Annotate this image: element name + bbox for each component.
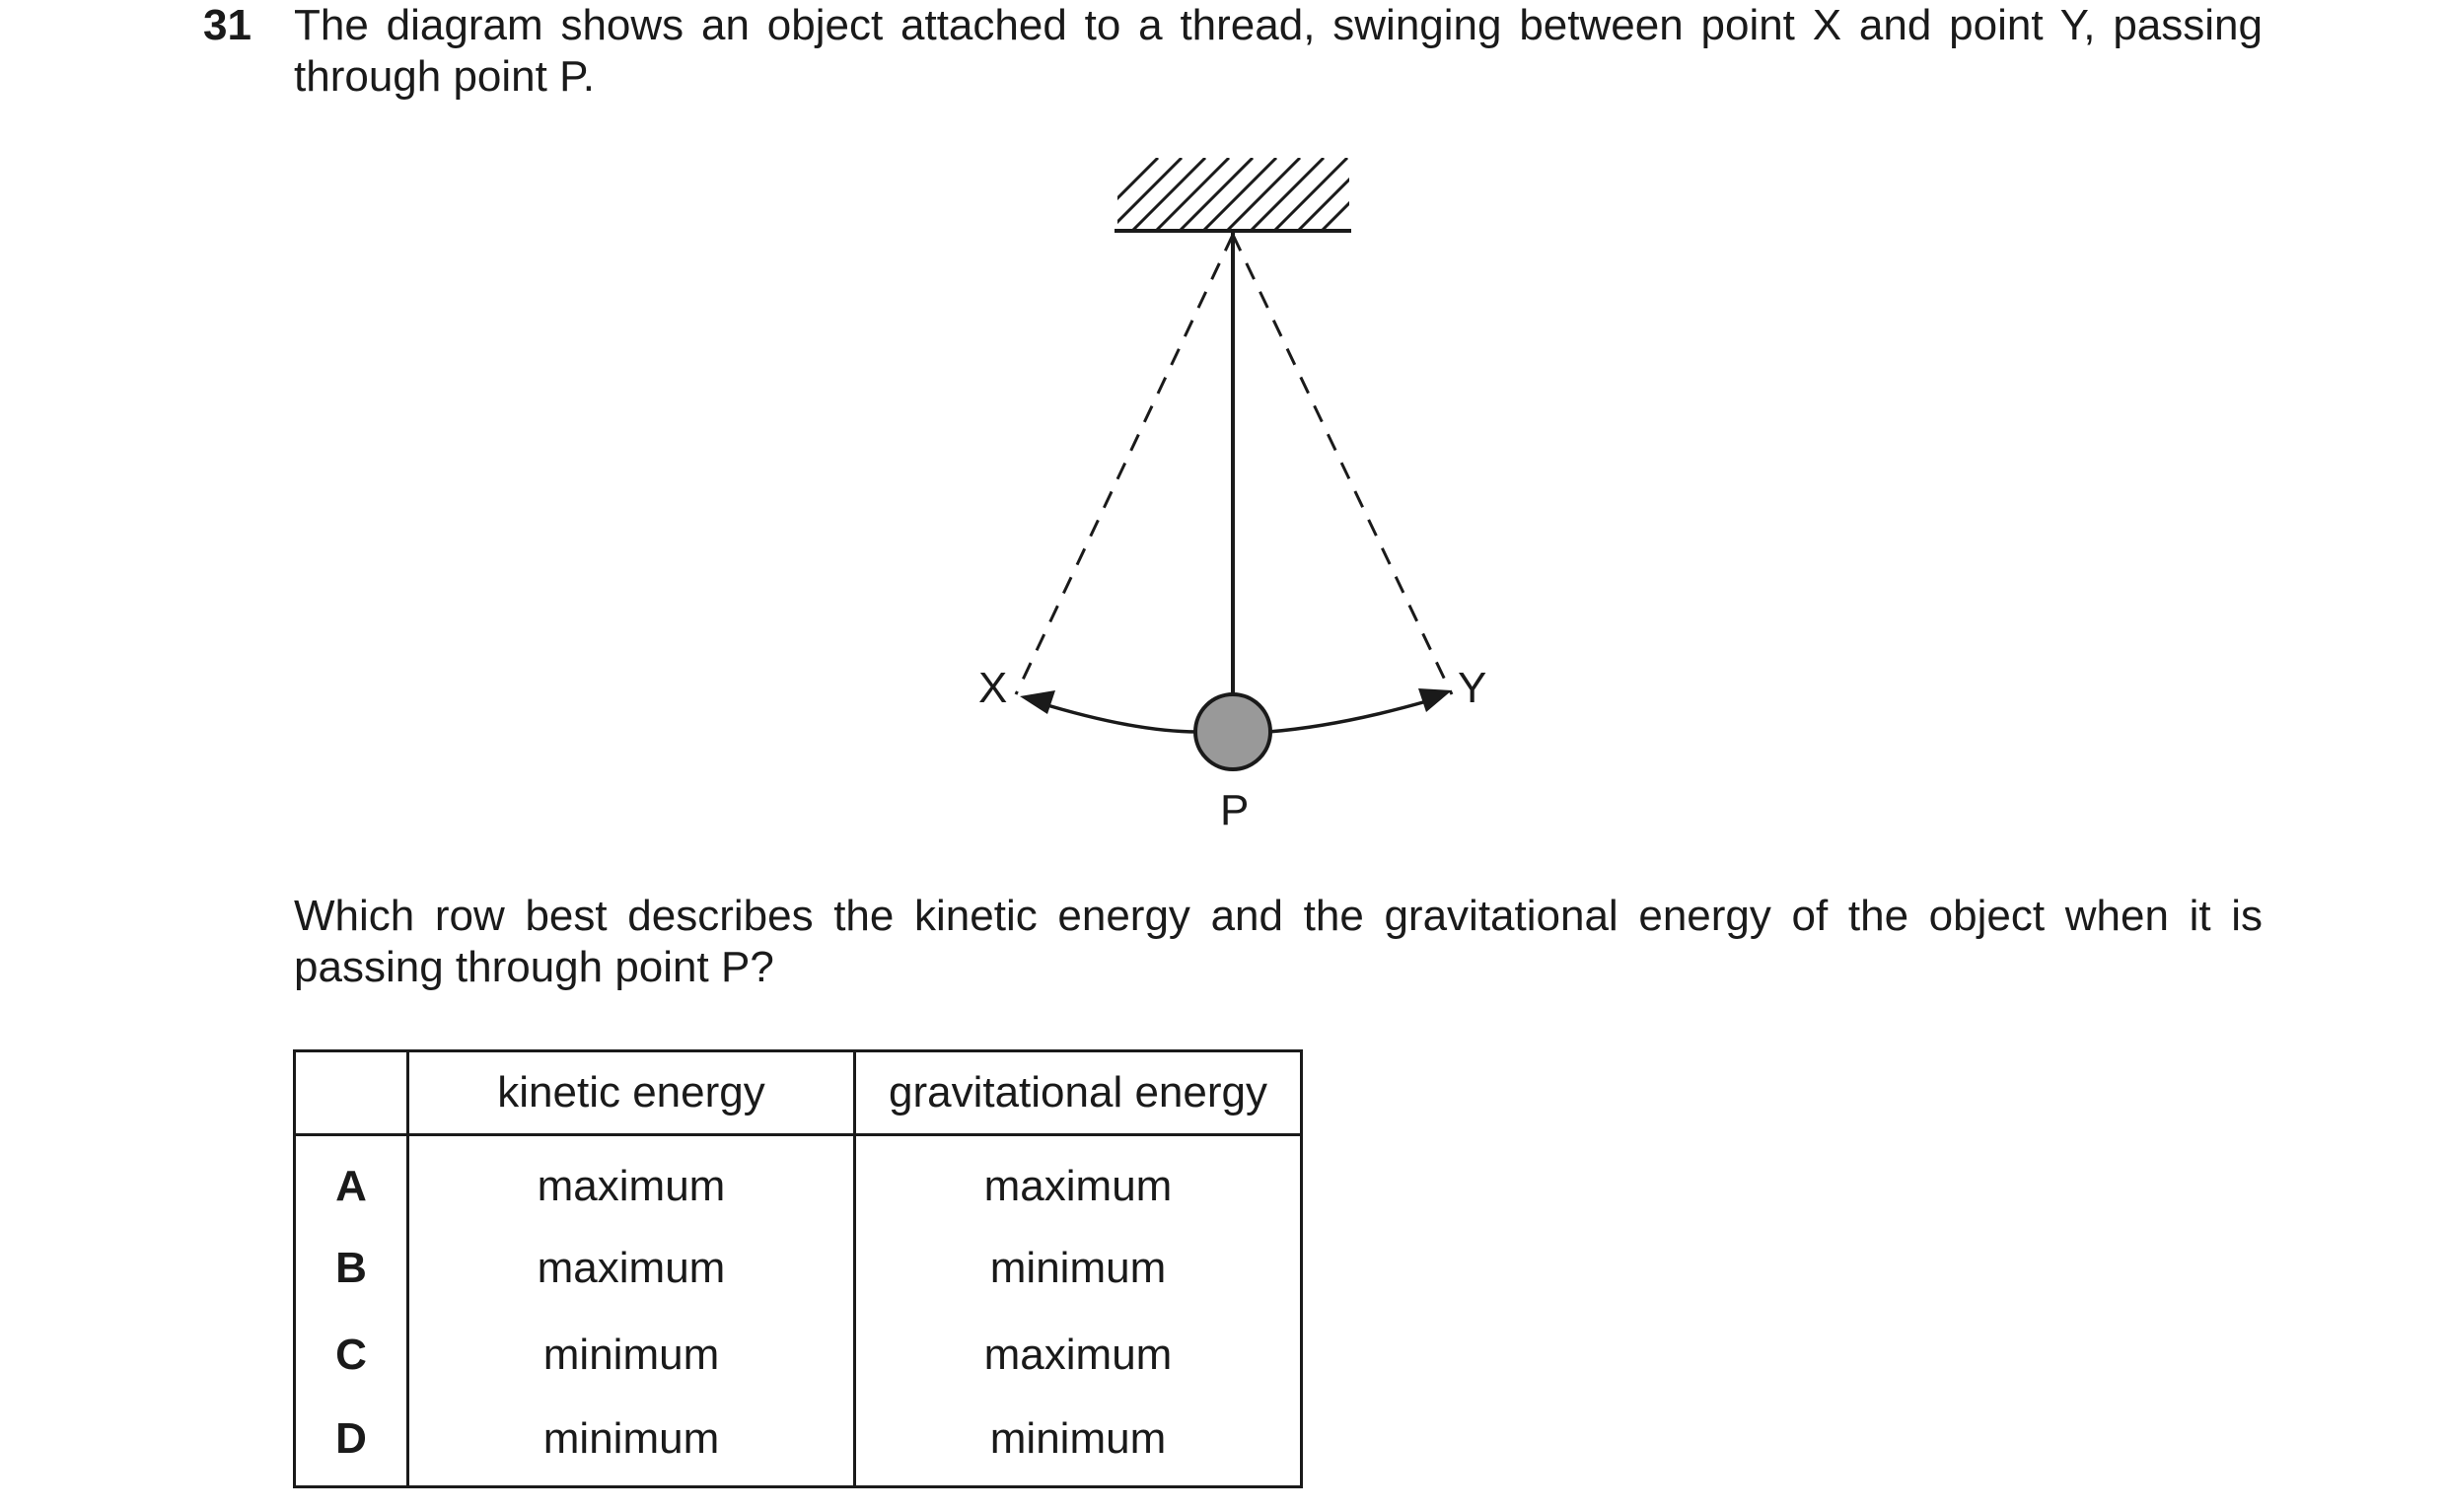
- table-row[interactable]: [295, 1312, 1302, 1399]
- thread-position-x: [1016, 235, 1233, 694]
- question-prompt: Which row best describes the kinetic energy and the gravitational energy of the object when it is passing through point P?: [294, 892, 2263, 991]
- kinetic-value: minimum: [408, 1312, 855, 1399]
- option-letter: A: [295, 1135, 408, 1226]
- header-blank: [295, 1051, 408, 1135]
- table-row[interactable]: [295, 1135, 1302, 1226]
- kinetic-value: minimum: [408, 1399, 855, 1487]
- gravitational-value: minimum: [989, 1244, 1167, 1292]
- option-letter: D: [295, 1399, 408, 1487]
- gravitational-value: maximum: [983, 1331, 1173, 1379]
- ceiling-support: [1085, 158, 1395, 231]
- kinetic-value: maximum: [408, 1225, 855, 1312]
- gravitational-value: minimum: [989, 1414, 1167, 1463]
- arrow-head-left-icon: [1020, 690, 1055, 714]
- label-x: X: [978, 664, 1008, 712]
- option-letter: B: [295, 1225, 408, 1312]
- pendulum-bob: [1195, 694, 1270, 769]
- header-kinetic-energy: kinetic energy: [408, 1051, 855, 1135]
- question-stem: The diagram shows an object attached to a thread, swinging between point X and point Y, passing through point P.: [294, 1, 2263, 101]
- swing-arc: [1038, 702, 1197, 732]
- label-y: Y: [1458, 664, 1487, 712]
- label-p: P: [1220, 786, 1250, 834]
- option-letter: C: [295, 1312, 408, 1399]
- header-gravitational-energy: gravitational energy: [855, 1051, 1302, 1135]
- table-row[interactable]: [295, 1399, 1302, 1487]
- answer-table: [293, 1049, 1303, 1488]
- thread-position-y: [1233, 235, 1452, 694]
- table-header-row: [295, 1051, 1302, 1135]
- arrow-head-right-icon: [1418, 688, 1452, 712]
- gravitational-value: maximum: [983, 1162, 1173, 1210]
- table-row[interactable]: [295, 1225, 1302, 1312]
- kinetic-value: maximum: [408, 1135, 855, 1226]
- question-number: 31: [203, 1, 252, 49]
